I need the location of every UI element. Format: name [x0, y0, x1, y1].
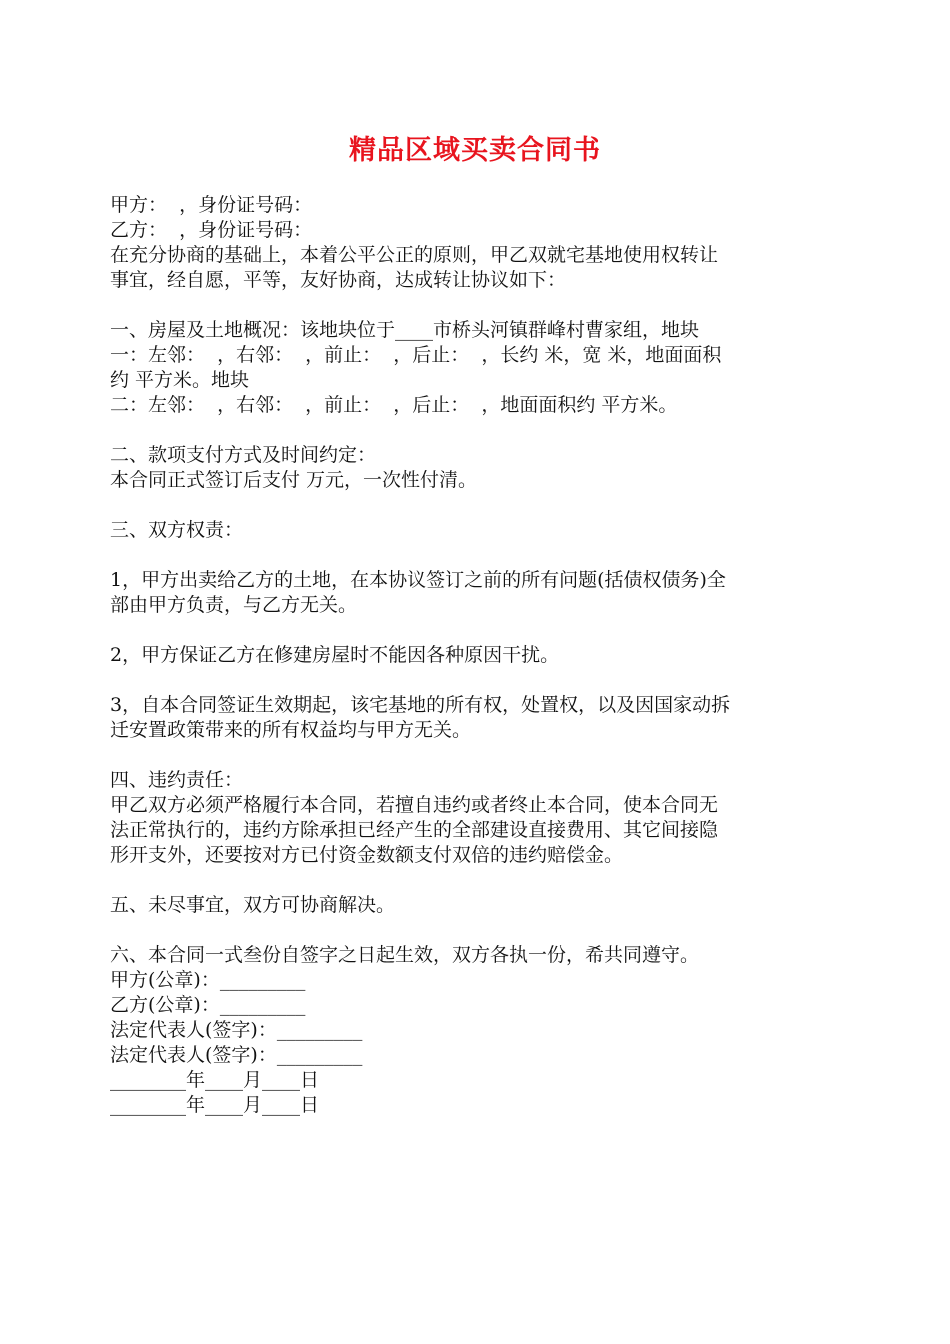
blank-line: [110, 868, 845, 893]
document-line: 乙方(公章)：_________: [110, 994, 306, 1016]
document-body: [110, 193, 845, 1118]
blank-line: [110, 743, 845, 768]
document-line: 五、未尽事宜，双方可协商解决。: [110, 894, 396, 916]
document-line: 3，自本合同签证生效期起，该宅基地的所有权，处置权，以及因国家动拆: [110, 694, 731, 716]
document-line: 一、房屋及土地概况：该地块位于____市桥头河镇群峰村曹家组，地块: [110, 319, 700, 341]
document-line: 二、款项支付方式及时间约定：: [110, 444, 377, 466]
blank-line: [110, 668, 845, 693]
document-line: 二：左邻： ，右邻： ，前止： ，后止： ，地面面积约 平方米。: [110, 394, 678, 416]
document-line: 约 平方米。地块: [110, 369, 250, 391]
document-line: ________年____月____日: [110, 1069, 320, 1091]
blank-line: [110, 618, 845, 643]
document-line: 三、双方权责：: [110, 519, 244, 541]
document-line: 甲方： ，身份证号码：: [110, 194, 313, 216]
document-line: 本合同正式签订后支付 万元，一次性付清。: [110, 469, 478, 491]
document-line: 法定代表人(签字)：_________: [110, 1044, 363, 1066]
blank-line: [110, 293, 845, 318]
document-line: 2，甲方保证乙方在修建房屋时不能因各种原因干扰。: [110, 644, 560, 666]
blank-line: [110, 918, 845, 943]
document-line: ________年____月____日: [110, 1094, 320, 1116]
blank-line: [110, 418, 845, 443]
document-line: 部由甲方负责，与乙方无关。: [110, 594, 358, 616]
document-line: 迁安置政策带来的所有权益均与甲方无关。: [110, 719, 472, 741]
blank-line: [110, 543, 845, 568]
document-line: 事宜，经自愿，平等，友好协商，达成转让协议如下：: [110, 269, 567, 291]
document-line: 法定代表人(签字)：_________: [110, 1019, 363, 1041]
document-line: 一：左邻： ，右邻： ，前止： ，后止： ，长约 米，宽 米，地面面积: [110, 344, 722, 366]
document-line: 甲方(公章)：_________: [110, 969, 306, 991]
document-line: 形开支外，还要按对方已付资金数额支付双倍的违约赔偿金。: [110, 844, 624, 866]
document-line: 甲乙双方必须严格履行本合同，若擅自违约或者终止本合同，使本合同无: [110, 794, 719, 816]
document-line: 四、违约责任：: [110, 769, 244, 791]
document-line: 乙方： ，身份证号码：: [110, 219, 313, 241]
document-line: 法正常执行的，违约方除承担已经产生的全部建设直接费用、其它间接隐: [110, 819, 719, 841]
blank-line: [110, 493, 845, 518]
document-line: 六、本合同一式叁份自签字之日起生效，双方各执一份，希共同遵守。: [110, 944, 700, 966]
document-line: 1，甲方出卖给乙方的土地，在本协议签订之前的所有问题(括债权债务)全: [110, 569, 726, 591]
document-title: 精品区域买卖合同书: [349, 135, 601, 166]
document-line: 在充分协商的基础上，本着公平公正的原则，甲乙双就宅基地使用权转让: [110, 244, 719, 266]
